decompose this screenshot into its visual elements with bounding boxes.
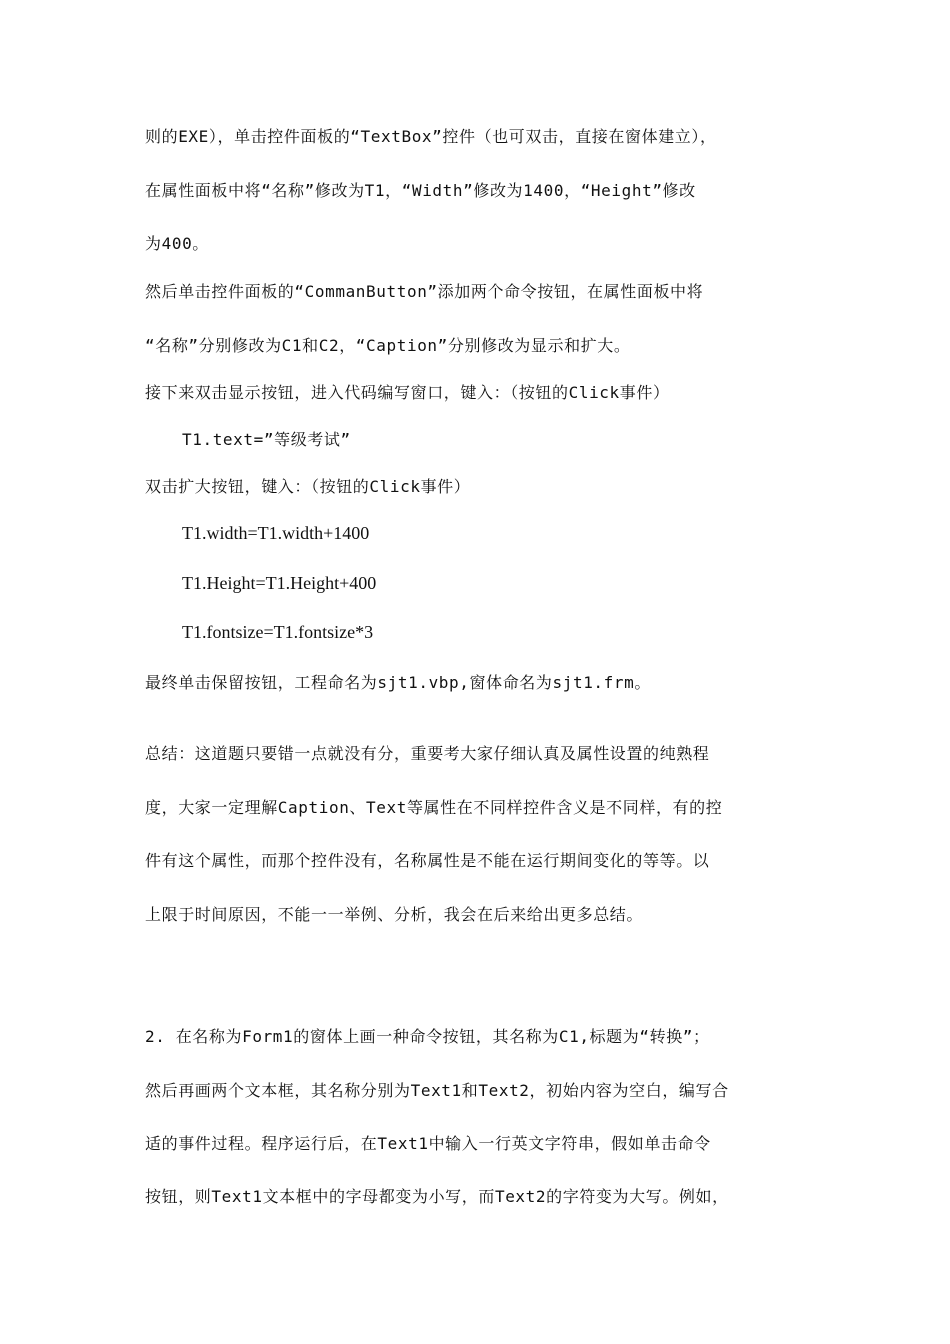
code-line-height: T1.Height=T1.Height+400 xyxy=(182,573,377,593)
question2-line3: 适的事件过程。程序运行后，在Text1中输入一行英文字符串，假如单击命令 xyxy=(145,1134,711,1153)
summary-line1: 总结：这道题只要错一点就没有分，重要考大家仔细认真及属性设置的纯熟程 xyxy=(145,744,710,763)
paragraph1-line3: 为400。 xyxy=(145,234,209,253)
question2-line2: 然后再画两个文本框，其名称分别为Text1和Text2，初始内容为空白，编写合 xyxy=(145,1081,729,1100)
summary-line2: 度，大家一定理解Caption、Text等属性在不同样控件含义是不同样，有的控 xyxy=(145,798,723,817)
paragraph5-line1: 最终单击保留按钮，工程命名为sjt1.vbp,窗体命名为sjt1.frm。 xyxy=(145,673,651,692)
summary-line4: 上限于时间原因，不能一一举例、分析，我会在后来给出更多总结。 xyxy=(145,905,644,924)
code-line-text: T1.text=”等级考试” xyxy=(182,430,351,449)
question2-line4: 按钮，则Text1文本框中的字母都变为小写，而Text2的字符变为大写。例如， xyxy=(145,1187,729,1206)
code-line-width: T1.width=T1.width+1400 xyxy=(182,523,370,543)
paragraph4-line1: 双击扩大按钮，键入：（按钮的Click事件） xyxy=(145,477,471,496)
paragraph2-line2: “名称”分别修改为C1和C2，“Caption”分别修改为显示和扩大。 xyxy=(145,336,631,355)
question2-line1: 2. 在名称为Form1的窗体上画一种命令按钮，其名称为C1,标题为“转换”； xyxy=(145,1027,710,1046)
code-line-fontsize: T1.fontsize=T1.fontsize*3 xyxy=(182,622,374,642)
summary-line3: 件有这个属性，而那个控件没有，名称属性是不能在运行期间变化的等等。以 xyxy=(145,851,710,870)
paragraph2-line1: 然后单击控件面板的“CommanButton”添加两个命令按钮，在属性面板中将 xyxy=(145,282,704,301)
paragraph1-line1: 则的EXE），单击控件面板的“TextBox”控件（也可双击，直接在窗体建立）， xyxy=(145,127,717,146)
paragraph1-line2: 在属性面板中将“名称”修改为T1，“Width”修改为1400，“Height”修改 xyxy=(145,181,696,200)
paragraph3-line1: 接下来双击显示按钮，进入代码编写窗口，键入：（按钮的Click事件） xyxy=(145,383,670,402)
